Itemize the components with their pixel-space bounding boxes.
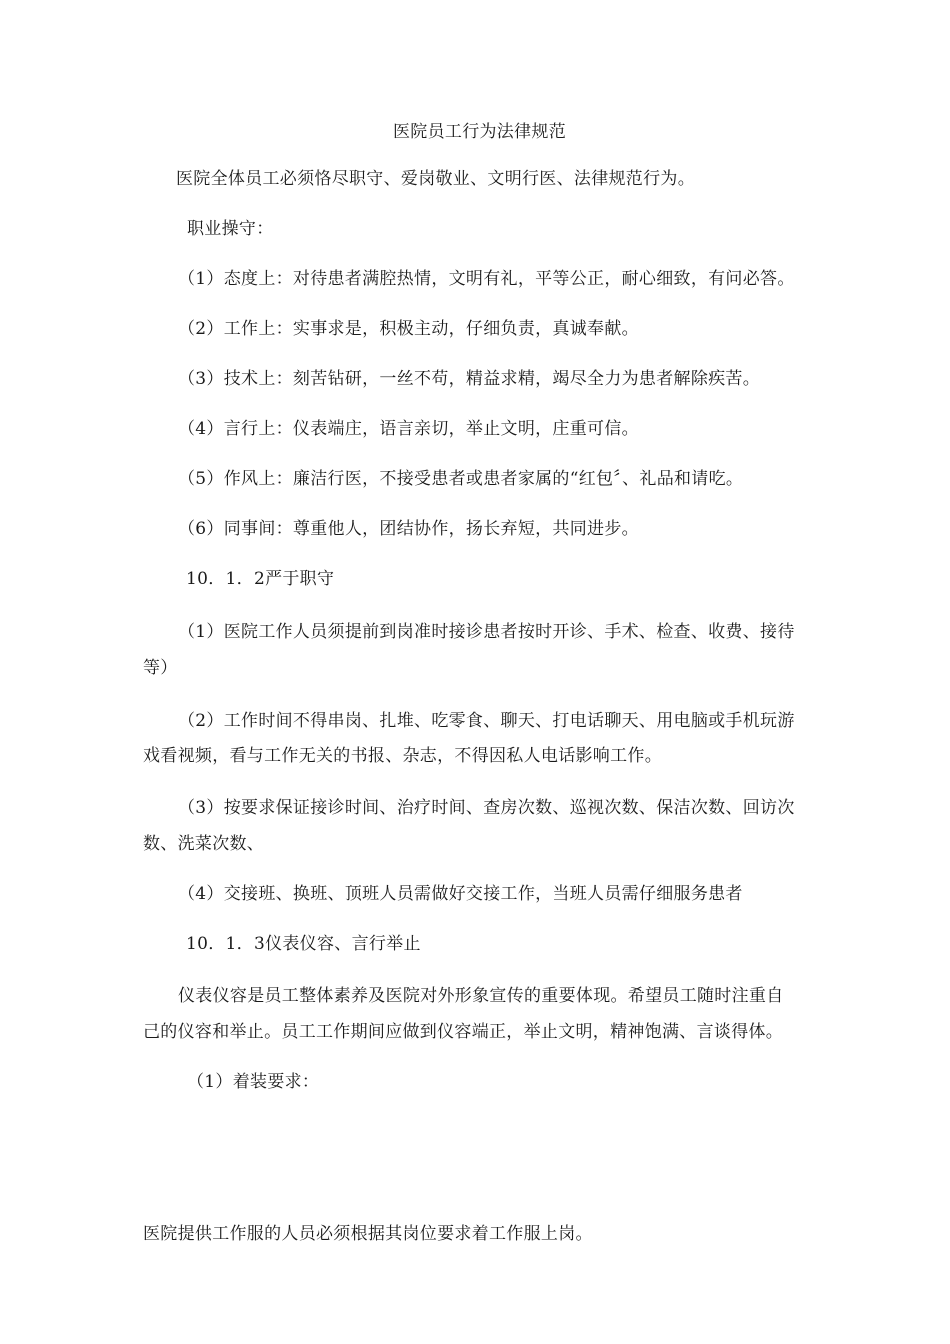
ethics-item: （4）言行上：仪表端庄，语言亲切，举止文明，庄重可信。 [178,419,639,439]
duty-item-line: 等） [143,658,178,678]
ethics-heading: 职业操守： [187,219,274,239]
attire-heading: （1）着装要求： [187,1072,320,1092]
duty-heading: 10．1．2严于职守 [186,569,335,589]
appearance-paragraph-line: 己的仪容和举止。员工工作期间应做到仪容端正，举止文明，精神饱满、言谈得体。 [143,1022,784,1042]
appearance-paragraph-line: 仪表仪容是员工整体素养及医院对外形象宣传的重要体现。希望员工随时注重自 [178,986,784,1006]
duty-item-line: （3）按要求保证接诊时间、治疗时间、查房次数、巡视次数、保洁次数、回访次 [178,798,795,818]
intro-paragraph: 医院全体员工必须恪尽职守、爱岗敬业、文明行医、法律规范行为。 [176,169,695,189]
duty-item-line: （2）工作时间不得串岗、扎堆、吃零食、聊天、打电话聊天、用电脑或手机玩游 [178,711,795,731]
ethics-item: （1）态度上：对待患者满腔热情，文明有礼，平等公正，耐心细致，有问必答。 [178,269,795,289]
ethics-item: （3）技术上：刻苦钻研，一丝不苟，精益求精，竭尽全力为患者解除疾苦。 [178,369,761,389]
attire-note: 医院提供工作服的人员必须根据其岗位要求着工作服上岗。 [143,1224,593,1244]
duty-item-line: （4）交接班、换班、顶班人员需做好交接工作，当班人员需仔细服务患者 [178,884,743,904]
appearance-heading: 10．1．3仪表仪容、言行举止 [186,934,421,954]
duty-item-line: 数、洗菜次数、 [143,834,265,854]
ethics-item: （5）作风上：廉洁行医，不接受患者或患者家属的“红包〞、礼品和请吃。 [178,469,744,489]
ethics-item: （6）同事间：尊重他人，团结协作，扬长弃短，共同进步。 [178,519,639,539]
duty-item-line: （1）医院工作人员须提前到岗准时接诊患者按时开诊、手术、检查、收费、接待 [178,622,795,642]
ethics-item: （2）工作上：实事求是，积极主动，仔细负责，真诚奉献。 [178,319,639,339]
document-title: 医院员工行为法律规范 [393,122,566,142]
duty-item-line: 戏看视频，看与工作无关的书报、杂志，不得因私人电话影响工作。 [143,746,662,766]
